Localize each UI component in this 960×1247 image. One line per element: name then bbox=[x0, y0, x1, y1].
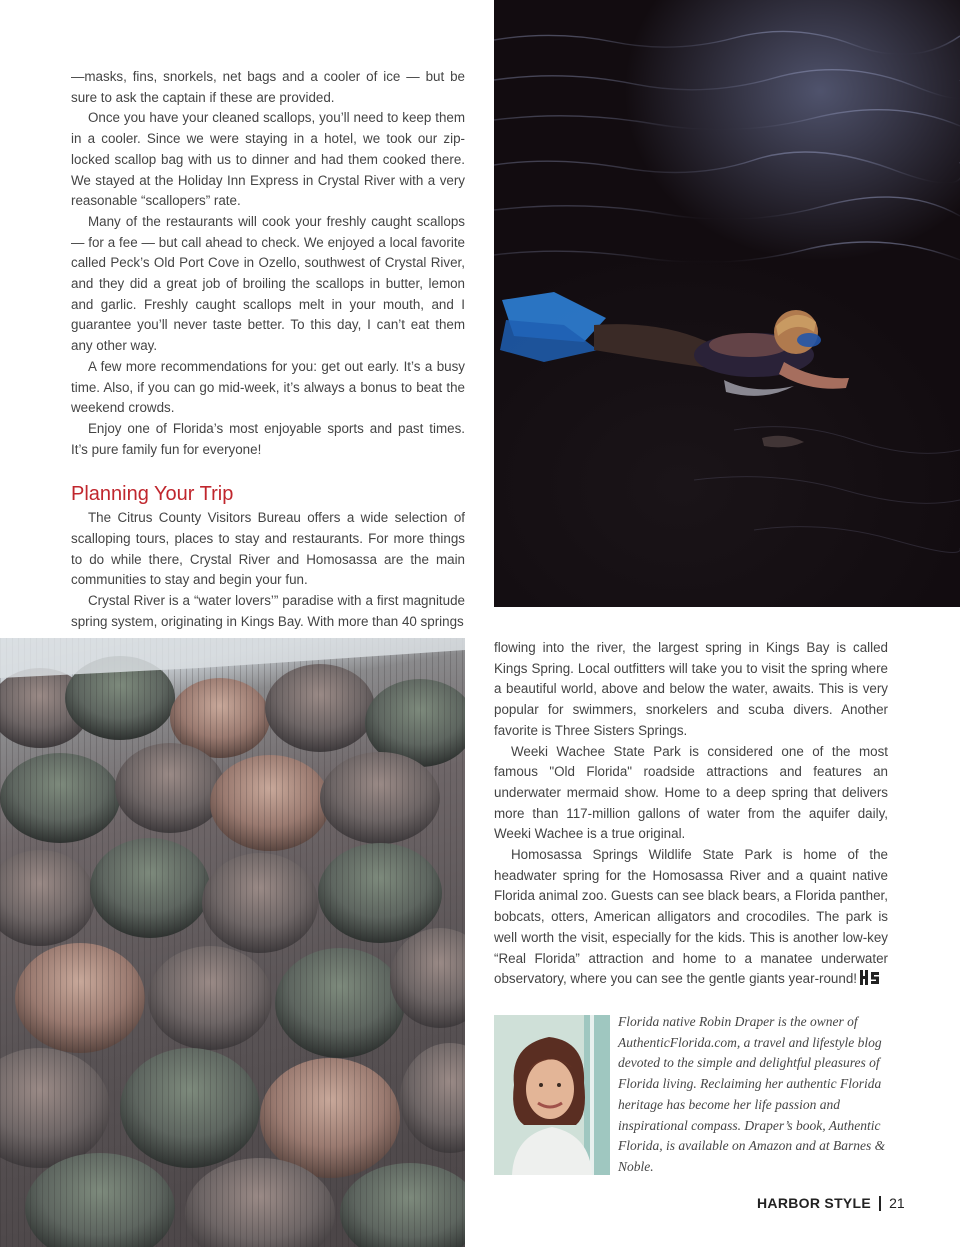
author-bio: Florida native Robin Draper is the owner of AuthenticFlorida.com, a travel and lifestyle blog devoted to the simple and delightful pleasures of Florida living. Reclaiming her authentic Florida heritage has become her life passion and inspirational compass. Draper’s book, Authentic Florida, is available on Amazon and at Barnes & Noble. bbox=[618, 1014, 886, 1174]
section-heading: Planning Your Trip bbox=[71, 483, 234, 506]
harbor-style-logo-icon bbox=[860, 970, 880, 985]
paragraph: —masks, fins, snorkels, net bags and a cooler of ice — but be sure to ask the captain if these are provided. bbox=[71, 69, 465, 105]
left-text-column bbox=[71, 67, 465, 633]
page-footer bbox=[757, 1195, 905, 1211]
snorkeler-photo bbox=[494, 0, 960, 607]
author-photo bbox=[494, 1015, 610, 1175]
scallops-illustration bbox=[0, 638, 465, 1247]
paragraph: Once you have your cleaned scallops, you’ll need to keep them in a cooler. Since we were staying in a hotel, we took our zip-locked scallop bag with us to dinner and had them cooked there. We stayed at the Holiday Inn Express in Crystal River with a very reasonable “scallopers” rate. bbox=[71, 110, 465, 209]
page-number: 21 bbox=[889, 1195, 905, 1211]
paragraph: Many of the restaurants will cook your freshly caught scallops — for a fee — but call ahead to check. We enjoyed a local favorite called Peck’s Old Port Cove in Ozello, southwest of Crystal River, and they did a great job of broiling the scallops in butter, lemon and garlic. Freshly caught scallops melt in your mouth, and I guarantee you’ll never taste better. To this day, I can’t eat them any other way. bbox=[71, 213, 465, 354]
snorkeler-illustration bbox=[494, 0, 960, 607]
right-text-column bbox=[494, 638, 888, 990]
paragraph-text: Homosassa Springs Wildlife State Park is home of the headwater spring for the Homosassa River and a quaint native Florida animal zoo. Guests can see black bears, a Florida panther, bobcats, otters, American alligators and crocodiles. The park is well worth the visit, especially for the kids. This is another low-key “Real Florida” attraction and home to a manatee underwater observatory, where you can see the gentle giants year-round! bbox=[494, 847, 888, 987]
footer-divider bbox=[879, 1196, 881, 1211]
paragraph: Crystal River is a “water lovers’” paradise with a first magnitude spring system, originating in Kings Bay. With more than 40 springs bbox=[71, 593, 465, 629]
paragraph: Enjoy one of Florida’s most enjoyable sports and past times. It’s pure family fun for everyone! bbox=[71, 420, 465, 457]
paragraph: A few more recommendations for you: get out early. It’s a busy time. Also, if you can go mid-week, it’s always a bonus to beat the weekend crowds. bbox=[71, 358, 465, 416]
paragraph: Weeki Wachee State Park is considered one of the most famous "Old Florida" roadside attractions and features an underwater mermaid show. Home to a deep spring that delivers more than 117-million gallons of water from the aquifer daily, Weeki Wachee is a true original. bbox=[494, 743, 888, 842]
paragraph bbox=[494, 845, 888, 990]
paragraph: flowing into the river, the largest spring in Kings Bay is called Kings Spring. Local outfitters will take you to visit the spring where a beautiful world, above and below the water, awaits. This is very popular for swimmers, snorkelers and scuba divers. Another favorite is Three Sisters Springs. bbox=[494, 640, 888, 738]
paragraph: The Citrus County Visitors Bureau offers a wide selection of scalloping tours, places to stay and restaurants. For more things to do while there, Crystal River and Homosassa are the main communities to stay and begin your fun. bbox=[71, 510, 465, 588]
magazine-name: HARBOR STYLE bbox=[757, 1195, 872, 1211]
scallops-photo bbox=[0, 638, 465, 1247]
author-portrait bbox=[494, 1015, 610, 1175]
